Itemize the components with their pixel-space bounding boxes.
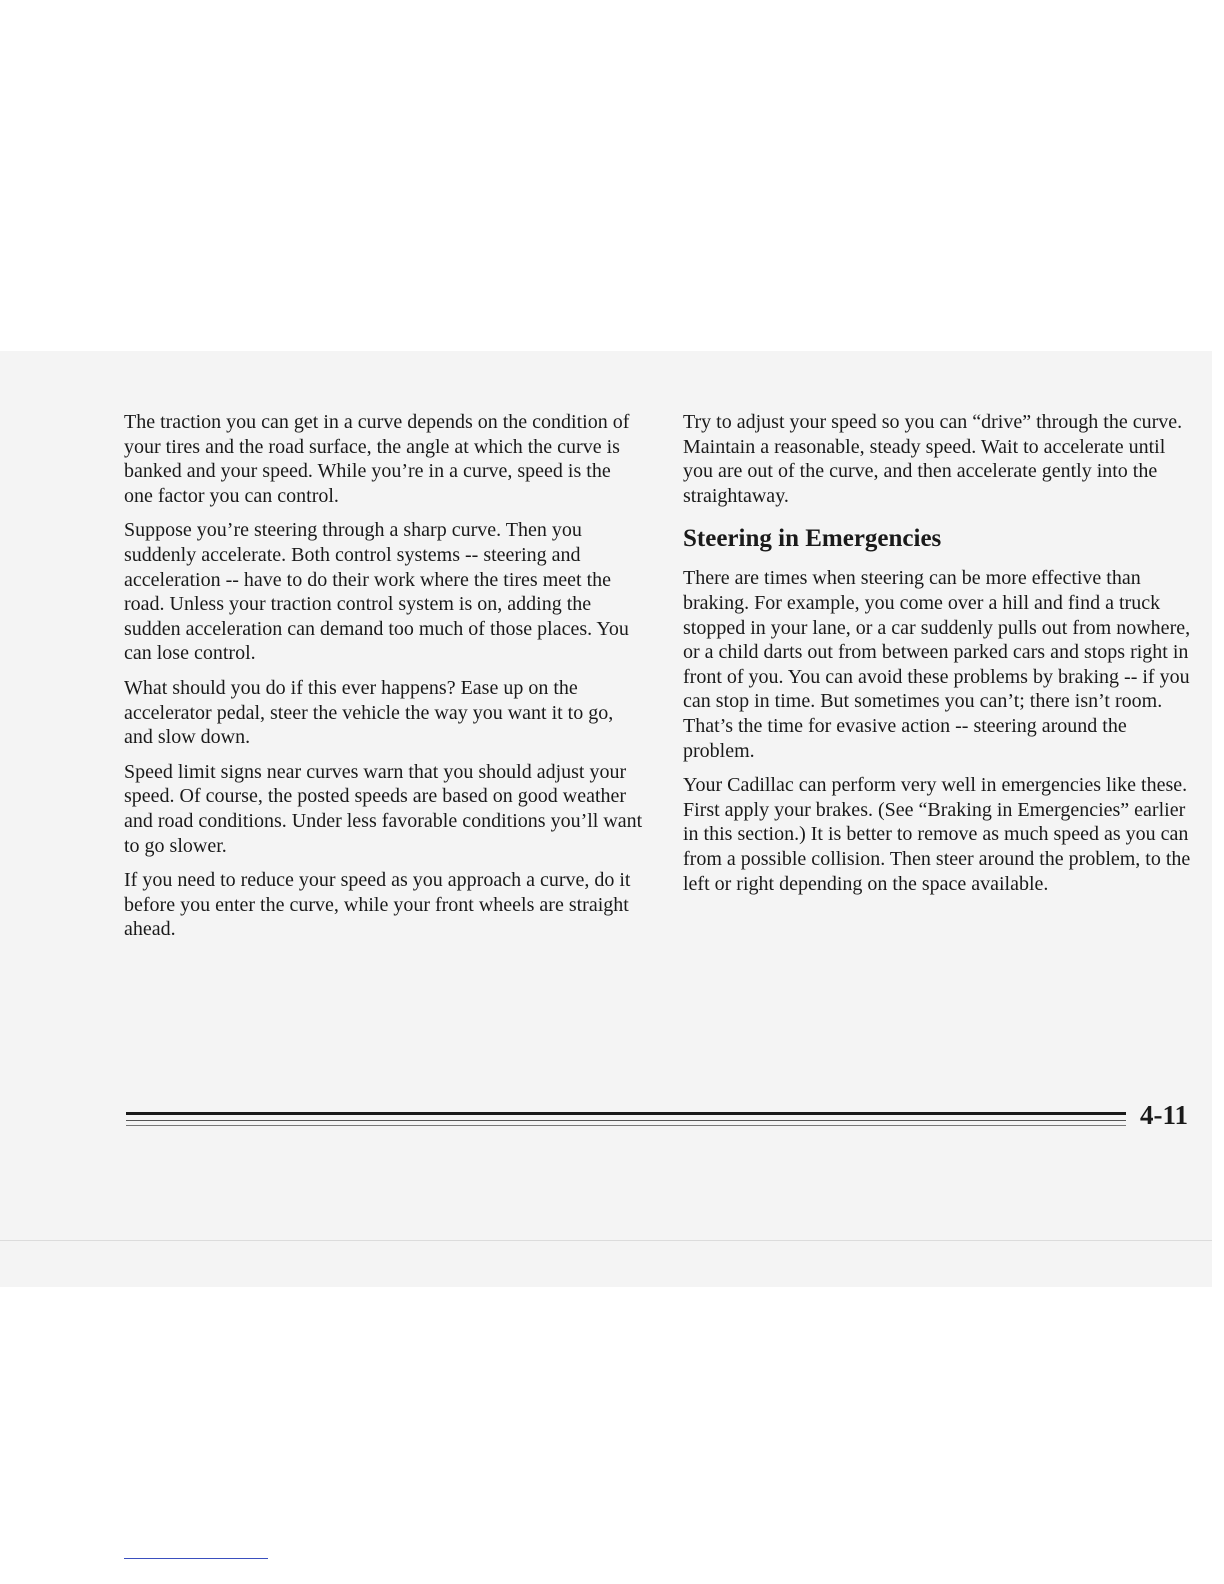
right-column	[683, 410, 1195, 906]
section-heading: Steering in Emergencies	[683, 525, 942, 553]
footer-rule-thin	[126, 1120, 1126, 1121]
footer-rule-thick	[126, 1112, 1126, 1115]
paragraph-speed-limit-signs: Speed limit signs near curves warn that you should adjust your speed. Of course, the posted speeds are based on good weather and road conditions. Under less favorable conditions you’ll want to go slower.	[124, 760, 643, 857]
bottom-divider	[124, 1558, 268, 1559]
paragraph-cadillac-emergencies: Your Cadillac can perform very well in emergencies like these. First apply your brakes. (See “Braking in Emergencies” earlier in this section.) It is better to remove as much speed as you can from a possible collision. Then steer around the problem, to the left or right depending on the space available.	[683, 774, 1191, 895]
page-number: 4-11	[1140, 1100, 1189, 1130]
scan-edge-line	[0, 1240, 1212, 1241]
footer-rule	[126, 1112, 1126, 1128]
paragraph-sharp-curve: Suppose you’re steering through a sharp curve. Then you suddenly accelerate. Both control systems -- steering and acceleration -- have to do their work where the tires meet the road. Unless your traction control system is on, adding the sudden acceleration can demand too much of those places. You can lose control.	[124, 519, 629, 665]
paragraph-what-to-do: What should you do if this ever happens? Ease up on the accelerator pedal, steer the vehicle the way you want it to go, and slow down.	[124, 676, 614, 749]
paragraph-reduce-speed: If you need to reduce your speed as you approach a curve, do it before you enter the curve, while your front wheels are straight ahead.	[124, 869, 631, 941]
left-column	[124, 410, 644, 952]
paragraph-adjust-speed: Try to adjust your speed so you can “drive” through the curve. Maintain a reasonable, steady speed. Wait to accelerate until you are out of the curve, and then accelerate gently into the straightaway.	[683, 411, 1183, 507]
paragraph-steering-vs-braking: There are times when steering can be more effective than braking. For example, you come over a hill and find a truck stopped in your lane, or a car suddenly pulls out from nowhere, or a child darts out from between parked cars and stops right in front of you. You can avoid these problems by braking -- if you can stop in time. But sometimes you can’t; there isn’t room. That’s the time for evasive action -- steering around the problem.	[683, 567, 1191, 762]
paragraph-traction: The traction you can get in a curve depends on the condition of your tires and the road surface, the angle at which the curve is banked and your speed. While you’re in a curve, speed is the one factor you can control.	[124, 411, 630, 507]
footer-rule-thin	[126, 1125, 1126, 1126]
